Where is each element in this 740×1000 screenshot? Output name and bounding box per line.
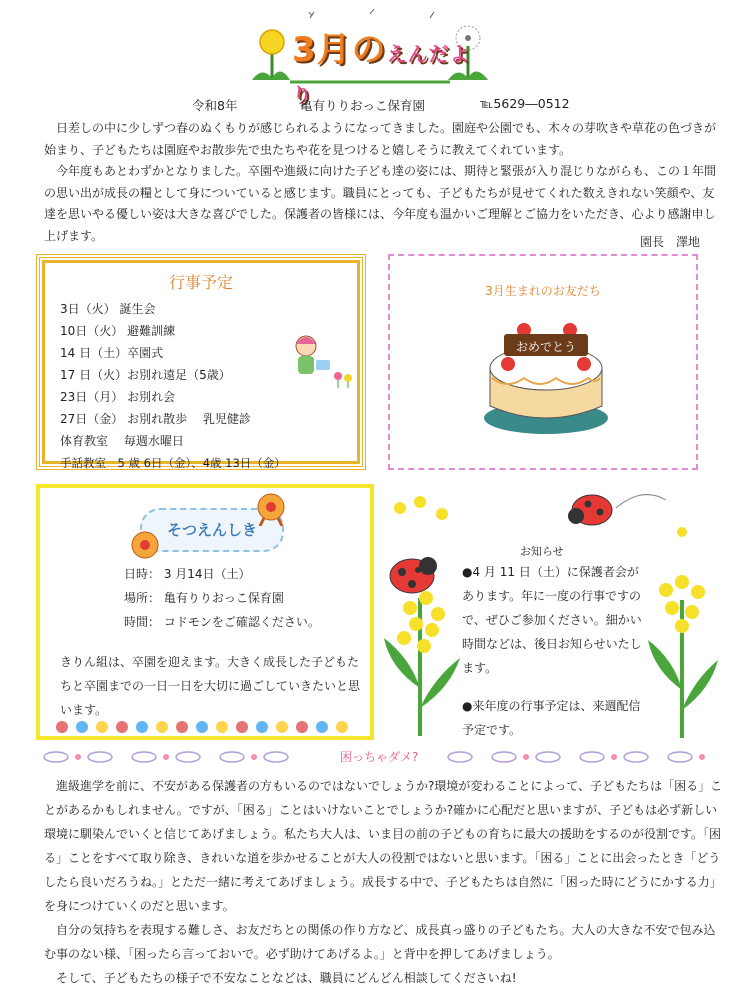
dandelion-icon	[252, 30, 290, 80]
event-item: 27日（金） お別れ散歩 乳児健診	[60, 412, 251, 426]
notice-title: お知らせ	[520, 545, 564, 558]
greeting-paragraph-1: 日差しの中に少しずつ春のぬくもりが感じられるようになってきました。園庭や公園でも、木々の芽吹きや草花の色づきが始まり、子どもたちは園庭やお散歩先で虫たちや花を見つけると嬉しそうに教えてくれています。	[44, 121, 717, 157]
events-box	[36, 254, 366, 470]
event-item: 17 日（火）お別れ遠足（5歳）	[60, 368, 231, 382]
event-item: 14 日（土）卒園式	[60, 346, 164, 360]
ceremony-time: 時間： コドモンをご確認ください。	[124, 615, 320, 629]
rapeseed-flower-right-icon	[642, 520, 722, 740]
event-item: 23日（月） お別れ会	[60, 390, 176, 404]
birthday-title: 3月生まれのお友だち	[485, 284, 601, 298]
notice-item-2: ●来年度の行事予定は、来週配信予定です。	[462, 699, 641, 737]
principal-signature: 園長 澤地	[640, 235, 701, 249]
nursery-name: 亀有りりおっこ保育園	[300, 98, 426, 113]
ceremony-date: 日時： 3 月14日（土）	[124, 567, 251, 581]
graduation-ceremony-box	[36, 484, 374, 740]
event-item: 10日（火） 避難訓練	[60, 324, 176, 338]
ladybug-icon	[384, 552, 440, 596]
rapeseed-flower-left-icon	[380, 488, 470, 738]
children-border-decoration	[52, 718, 362, 736]
event-item: 手話教室 5 歳 6日（金）、4歳 13日（金）	[60, 456, 286, 470]
ceremony-place: 場所： 亀有りりおっこ保育園	[124, 591, 284, 605]
birthday-cake-icon	[478, 308, 614, 438]
column-text	[44, 774, 724, 990]
rosette-icon	[250, 492, 292, 526]
phone-number: ℡5629―0512	[480, 96, 570, 111]
column-title: 困っちゃダメ?	[340, 750, 419, 764]
ceremony-title: そつえんしき	[140, 508, 284, 552]
greeting-text	[44, 118, 724, 247]
column-paragraph-2: 自分の気持ちを表現する難しさ、お友だちとの関係の作り方など、成長真っ盛りの子どもたち。大人の大きな不安で包み込む事のない様、「困ったら言っておいで。必ず助けてあげるよ。」と背中を押してあげましょう。	[44, 923, 716, 961]
newsletter-title: 3月のえんだより	[292, 30, 471, 107]
event-item: 体育教室 毎週水曜日	[60, 434, 184, 448]
column-paragraph-1: 進級進学を前に、不安がある保護者の方もいるのではないでしょうか?環境が変わることによって、子どもたちは「困る」ことがあるかもしれません。ですが、「困る」ことはいけないことでしょうか?確かに心配だと思いますが、子どもは必ず新しい環境に馴染んでいくと信じてあげましょう。私たち大人は、いま目の前の子どもの育ちに最大の援助をするのが役割です。「困る」ことをすべて取り除き、きれいな道を歩かせることが大人の役割ではないと思います。「困る」ことに出会ったとき「どうしたら良いだろうね。」とただ一緒に考えてあげましょう。成長する中で、子どもたちは自然に「困った時にどうにかする力」を身につけていくのだと思います。	[44, 779, 723, 913]
birthday-box	[388, 254, 698, 470]
era-label: 令和8年	[192, 98, 238, 113]
child-watering-flowers-icon	[290, 330, 360, 390]
events-title: 行事予定	[168, 273, 233, 292]
cake-plate-text: おめでとう	[515, 340, 576, 354]
rosette-icon	[124, 530, 166, 564]
notice-item-1: ●4 月 11 日（土）に保護者会があります。年に一度の行事ですので、ぜひご参加ください。細かい時間などは、後日お知らせいたします。	[462, 565, 642, 675]
greeting-paragraph-2: 今年度もあとわずかとなりました。卒園や進級に向けた子ども達の姿には、期待と緊張が入り混じりながらも、この１年間の思い出が成長の糧として身についていると感じます。職員にとっても、子どもたちが見せてくれた数えきれない笑顔や、友達を思いやる優しい姿は大きな喜びでした。保護者の皆様には、今年度も温かいご理解とご協力をいただき、心より感謝申し上げます。	[44, 164, 717, 243]
column-paragraph-3: そして、子どもたちの様子で不安なことなどは、職員にどんどん相談してくださいね!	[56, 971, 517, 985]
ceremony-body-text: きりん組は、卒園を迎えます。大きく成長した子どもたちと卒園までの一日一日を大切に過ごしていきたいと思います。	[60, 655, 361, 717]
event-item: 3日（火） 誕生会	[60, 302, 156, 316]
